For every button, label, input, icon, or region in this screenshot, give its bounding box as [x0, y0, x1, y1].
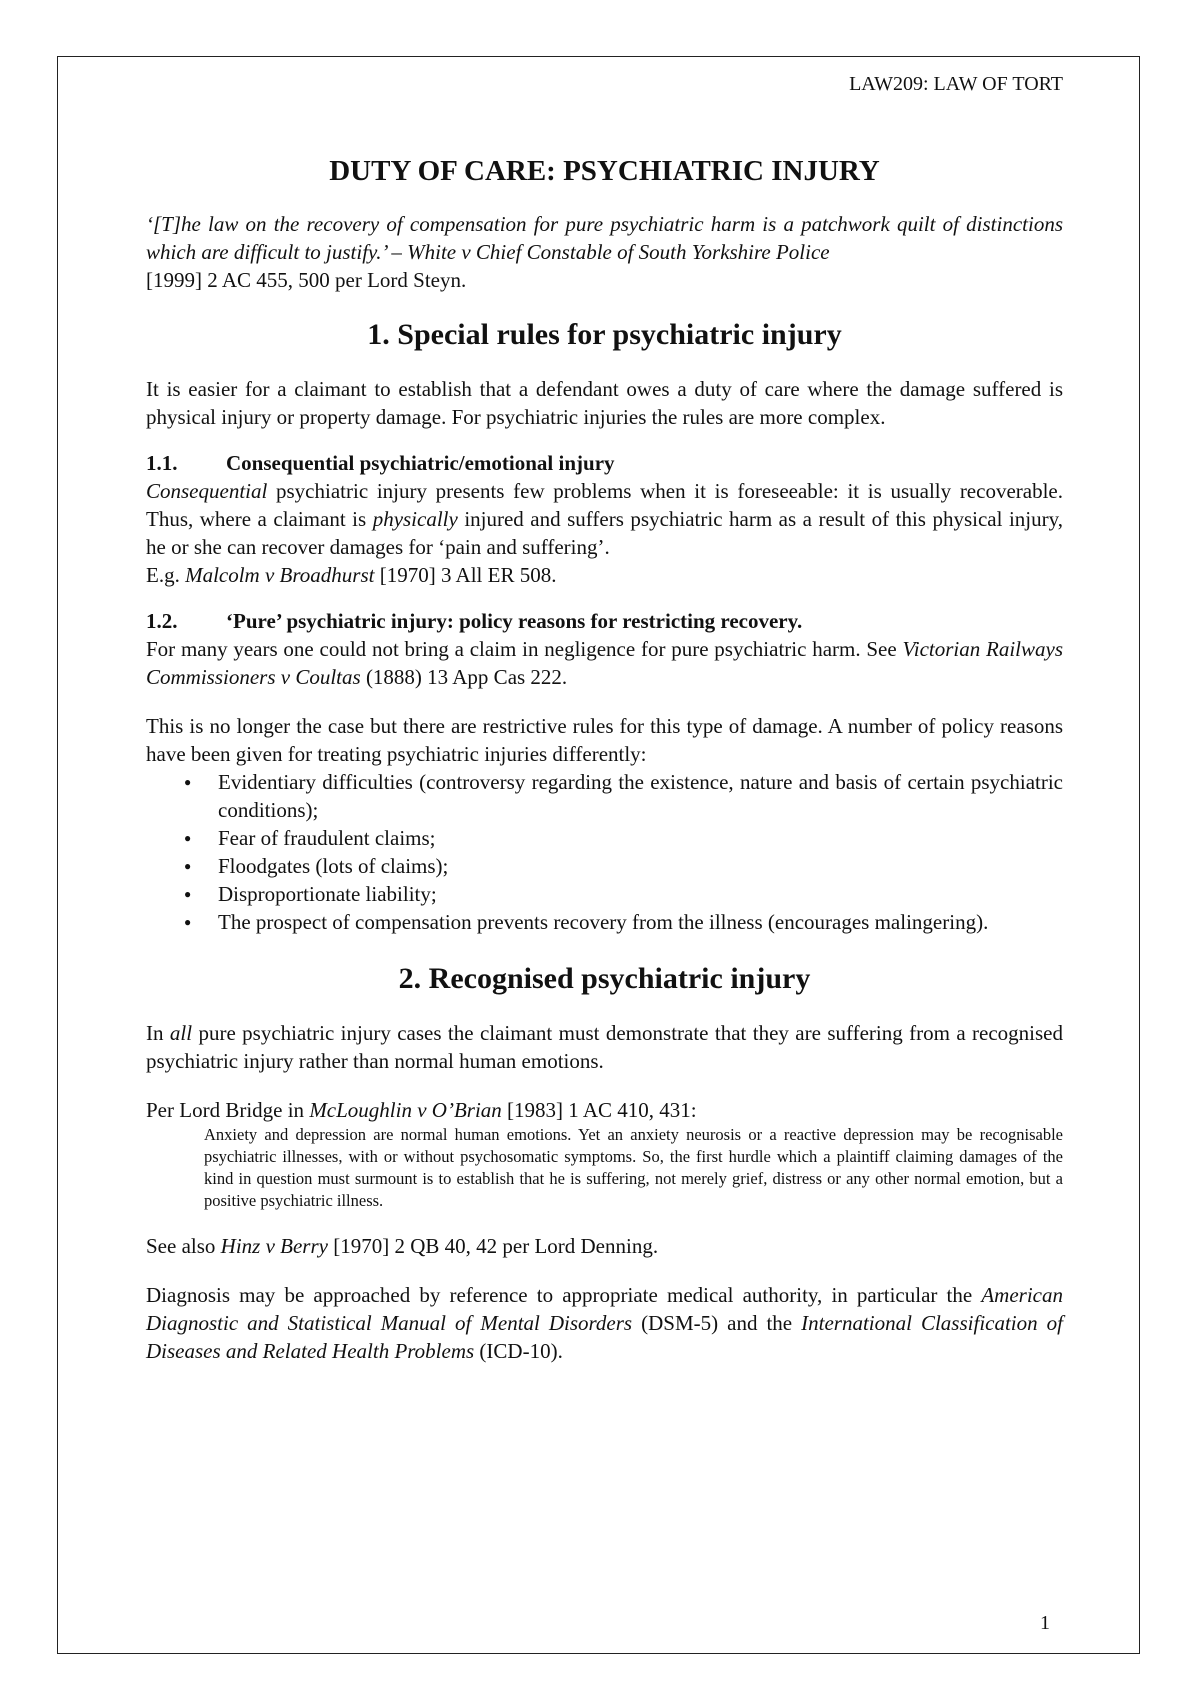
- subsection-title: Consequential psychiatric/emotional injury: [226, 451, 615, 475]
- subsection-1-2-paragraph: For many years one could not bring a claim in negligence for pure psychiatric harm. See Victorian Railways Commissioners v Coultas (1888) 13 App Cas 222.: [146, 637, 1063, 689]
- example-citation: E.g. Malcolm v Broadhurst [1970] 3 All ER 508.: [146, 563, 557, 587]
- block-quote: Anxiety and depression are normal human emotions. Yet an anxiety neurosis or a reactive depression may be recognisable psychiatric illnesses, with or without psychosomatic symptoms. So, the first hurdle which a plaintiff claiming damages of the kind in question must surmount is to establish that he is suffering, not merely grief, distress or any other normal emotion, but a positive psychiatric illness.: [204, 1125, 1063, 1210]
- page-number: 1: [1040, 1612, 1050, 1634]
- subsection-number: 1.2.: [146, 609, 178, 633]
- policy-reasons-intro: This is no longer the case but there are restrictive rules for this type of damage. A number of policy reasons have been given for treating psychiatric injuries differently:: [146, 714, 1063, 766]
- list-item: ● Evidentiary difficulties (controversy regarding the existence, nature and basis of certain psychiatric conditions);: [146, 768, 1063, 824]
- list-item: ● Disproportionate liability;: [146, 880, 1063, 908]
- running-header: LAW209: LAW OF TORT: [849, 73, 1063, 95]
- see-also-citation: See also Hinz v Berry [1970] 2 QB 40, 42 per Lord Denning.: [146, 1234, 659, 1258]
- epigraph-citation: [1999] 2 AC 455, 500 per Lord Steyn.: [146, 268, 467, 292]
- document-title: DUTY OF CARE: PSYCHIATRIC INJURY: [329, 155, 880, 187]
- section-1-heading: 1. Special rules for psychiatric injury: [367, 318, 842, 351]
- section-2-paragraph: In all pure psychiatric injury cases the claimant must demonstrate that they are suffering from a recognised psychiatric injury rather than normal human emotions.: [146, 1021, 1064, 1073]
- quote-attribution: Per Lord Bridge in McLoughlin v O’Brian [1983] 1 AC 410, 431:: [146, 1098, 697, 1122]
- list-item: ● The prospect of compensation prevents recovery from the illness (encourages malingering).: [146, 908, 1063, 936]
- subsection-title: ‘Pure’ psychiatric injury: policy reasons for restricting recovery.: [226, 609, 803, 633]
- policy-reasons-list: [146, 768, 1063, 936]
- subsection-number: 1.1.: [146, 451, 178, 475]
- section-2-heading: 2. Recognised psychiatric injury: [398, 962, 811, 995]
- subsection-1-1-heading: [146, 449, 1063, 477]
- list-item: ● Floodgates (lots of claims);: [146, 852, 1063, 880]
- epigraph-quote: ‘[T]he law on the recovery of compensation for pure psychiatric harm is a patchwork quilt of distinctions which are difficult to justify.’ – White v Chief Constable of South Yorkshire Police: [146, 212, 1063, 264]
- list-item: ● Fear of fraudulent claims;: [146, 824, 1063, 852]
- diagnosis-paragraph: Diagnosis may be approached by reference to appropriate medical authority, in particular the American Diagnostic and Statistical Manual of Mental Disorders (DSM-5) and the International Classification of Diseases and Related Health Problems (ICD-10).: [146, 1283, 1063, 1363]
- document-body: [146, 70, 1063, 1365]
- subsection-1-1-paragraph: Consequential psychiatric injury presents few problems when it is foreseeable: it is usually recoverable. Thus, where a claimant is physically injured and suffers psychiatric harm as a result of this physical injury, he or she can recover damages for ‘pain and suffering’.: [146, 479, 1064, 559]
- subsection-1-2-heading: [146, 607, 1063, 635]
- section-1-intro: It is easier for a claimant to establish that a defendant owes a duty of care where the damage suffered is physical injury or property damage. For psychiatric injuries the rules are more complex.: [146, 377, 1063, 429]
